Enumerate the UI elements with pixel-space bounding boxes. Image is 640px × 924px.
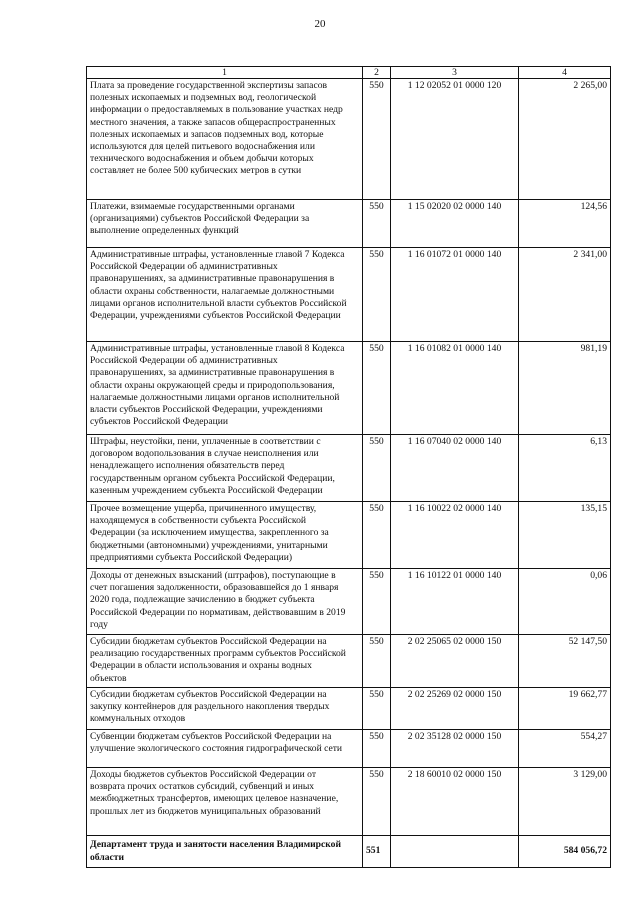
row-amount: 2 265,00 — [519, 79, 611, 200]
row-admin-code: 550 — [363, 688, 391, 730]
table-row — [87, 502, 611, 569]
row-classification-code: 2 18 60010 02 0000 150 — [391, 768, 519, 836]
row-amount: 6,13 — [519, 435, 611, 502]
row-description: Плата за проведение государственной экспертизы запасов полезных ископаемых и подземных вод, геологической информации о предоставляемых в пользование участках недр местного значения, а также запасов общераспространенных полезных ископаемых и запасов подземных вод, которые используются для целей питьевого водоснабжения или технического водоснабжения и объем добычи которых составляет не более 500 кубических метров в сутки — [90, 80, 343, 177]
row-admin-code: 550 — [363, 79, 391, 200]
table-row — [87, 79, 611, 200]
row-classification-code: 1 16 01082 01 0000 140 — [391, 342, 519, 435]
row-admin-code: 550 — [363, 248, 391, 342]
row-classification-code: 2 02 25065 02 0000 150 — [391, 635, 519, 688]
table-row — [87, 200, 611, 248]
row-amount: 52 147,50 — [519, 635, 611, 688]
row-amount: 554,27 — [519, 730, 611, 768]
table-row — [87, 435, 611, 502]
row-classification-code: 2 02 25269 02 0000 150 — [391, 688, 519, 730]
row-amount: 3 129,00 — [519, 768, 611, 836]
row-amount: 0,06 — [519, 569, 611, 635]
department-classification-code — [391, 836, 519, 868]
row-description: Штрафы, неустойки, пени, уплаченные в соответствии с договором водопользования в случае неисполнения или ненадлежащего исполнения обязательств перед государственным органом субъекта Российской Федерации, казенным учреждением субъекта Российской Федерации — [90, 436, 335, 496]
row-amount: 19 662,77 — [519, 688, 611, 730]
row-classification-code: 1 16 01072 01 0000 140 — [391, 248, 519, 342]
table-row — [87, 635, 611, 688]
row-description: Доходы бюджетов субъектов Российской Федерации от возврата прочих остатков субсидий, субвенций и иных межбюджетных трансфертов, имеющих целевое назначение, прошлых лет из бюджетов муниципальных образований — [90, 769, 339, 817]
row-admin-code: 550 — [363, 569, 391, 635]
row-admin-code: 550 — [363, 200, 391, 248]
row-amount: 2 341,00 — [519, 248, 611, 342]
row-amount: 981,19 — [519, 342, 611, 435]
column-header: 2 — [363, 67, 391, 79]
department-total-amount: 584 056,72 — [519, 836, 611, 868]
row-classification-code: 1 16 10022 02 0000 140 — [391, 502, 519, 569]
row-classification-code: 1 12 02052 01 0000 120 — [391, 79, 519, 200]
page-number: 20 — [314, 18, 326, 30]
department-admin-code: 551 — [363, 836, 391, 868]
row-classification-code: 2 02 35128 02 0000 150 — [391, 730, 519, 768]
row-admin-code: 550 — [363, 435, 391, 502]
row-description: Административные штрафы, установленные главой 7 Кодекса Российской Федерации об административных правонарушениях, за административные правонарушения в области охраны собственности, налагаемые должностными лицами органов исполнительной власти субъектов Российской Федерации, учреждениями субъектов Российской Федерации — [90, 249, 347, 322]
row-description: Субсидии бюджетам субъектов Российской Федерации на закупку контейнеров для раздельного накопления твердых коммунальных отходов — [90, 689, 330, 725]
row-admin-code: 550 — [363, 635, 391, 688]
row-description: Платежи, взимаемые государственными органами (организациями) субъектов Российской Федерации за выполнение определенных функций — [90, 201, 310, 237]
row-amount: 135,15 — [519, 502, 611, 569]
row-admin-code: 550 — [363, 768, 391, 836]
department-total-row — [87, 836, 611, 868]
table-row — [87, 248, 611, 342]
table-row — [87, 688, 611, 730]
row-description: Административные штрафы, установленные главой 8 Кодекса Российской Федерации об административных правонарушениях, за административные правонарушения в области охраны окружающей среды и природопользования, налагаемые должностными лицами органов исполнительной власти субъектов Российской Федерации, учреждениями субъектов Российской Федерации — [90, 343, 345, 428]
row-description: Доходы от денежных взысканий (штрафов), поступающие в счет погашения задолженности, образовавшейся до 1 января 2020 года, подлежащие зачислению в бюджет субъекта Российской Федерации по нормативам, действовавшим в 2019 году — [90, 570, 346, 630]
row-classification-code: 1 16 10122 01 0000 140 — [391, 569, 519, 635]
row-admin-code: 550 — [363, 342, 391, 435]
row-description: Прочее возмещение ущерба, причиненного имуществу, находящемуся в собственности субъекта Российской Федерации (за исключением имущества, закрепленного за бюджетными (автономными) учреждениями, унитарными предприятиями субъекта Российской Федерации) — [90, 503, 329, 563]
row-description: Субсидии бюджетам субъектов Российской Федерации на реализацию государственных программ субъектов Российской Федерации в области использования и охраны водных объектов — [90, 636, 346, 684]
row-admin-code: 550 — [363, 502, 391, 569]
table-row — [87, 730, 611, 768]
column-header: 4 — [519, 67, 611, 79]
row-classification-code: 1 15 02020 02 0000 140 — [391, 200, 519, 248]
department-name: Департамент труда и занятости населения Владимирской области — [90, 839, 342, 863]
row-description: Субвенции бюджетам субъектов Российской Федерации на улучшение экологического состояния гидрографической сети — [90, 731, 343, 755]
table-row — [87, 768, 611, 836]
revenue-table — [86, 66, 611, 868]
column-header: 1 — [87, 67, 363, 79]
row-classification-code: 1 16 07040 02 0000 140 — [391, 435, 519, 502]
column-header: 3 — [391, 67, 519, 79]
table-row — [87, 569, 611, 635]
row-admin-code: 550 — [363, 730, 391, 768]
row-amount: 124,56 — [519, 200, 611, 248]
table-row — [87, 342, 611, 435]
table-header-row — [87, 67, 611, 79]
